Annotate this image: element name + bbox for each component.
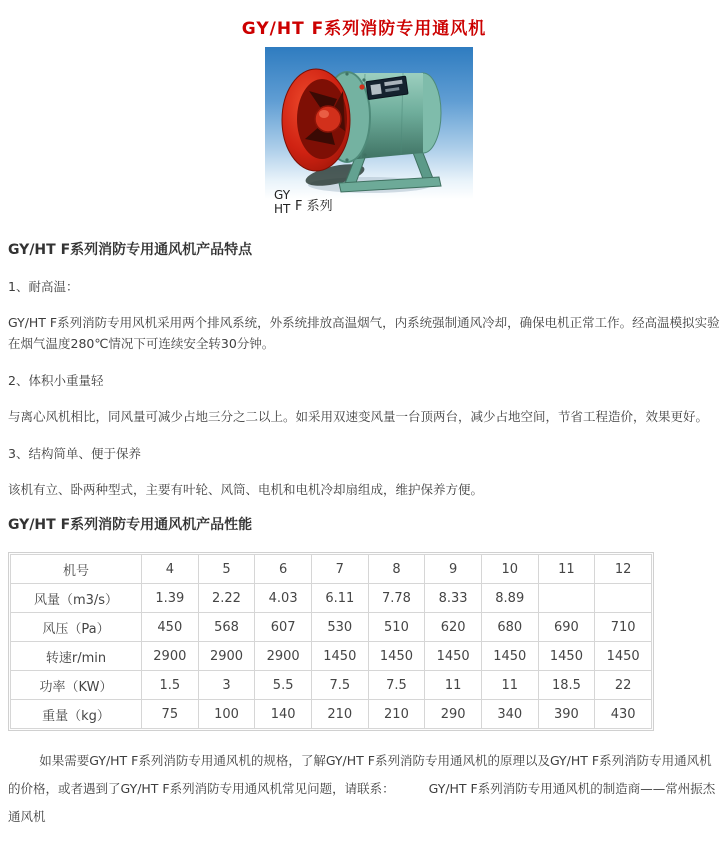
value-cell: 7.5 (311, 671, 368, 700)
footer-paragraph (8, 747, 720, 831)
value-cell: 210 (311, 700, 368, 729)
series-label-gy: GY (274, 188, 291, 202)
table-row (11, 555, 652, 584)
value-cell: 1450 (595, 642, 652, 671)
value-cell: 1.5 (142, 671, 199, 700)
product-image (265, 47, 473, 227)
value-cell: 6.11 (311, 584, 368, 613)
value-cell: 210 (368, 700, 425, 729)
value-cell: 568 (198, 613, 255, 642)
table-row (11, 584, 652, 613)
footer-contact-text: 如果需要GY/HT F系列消防专用通风机的规格，了解GY/HT F系列消防专用通风机的原理以及GY/HT F系列消防专用通风机的价格，或者遇到了GY/HT F系列消防专用通风机常见问题，请联系： (8, 753, 712, 796)
value-cell: 7 (311, 555, 368, 584)
performance-heading: GY/HT F系列消防专用通风机产品性能 (8, 517, 253, 533)
series-label-suffix: F 系列 (295, 199, 333, 214)
value-cell: 4.03 (255, 584, 312, 613)
value-cell: 5 (198, 555, 255, 584)
row-label-cell: 转速r/min (11, 642, 142, 671)
value-cell: 5.5 (255, 671, 312, 700)
value-cell (538, 584, 595, 613)
row-label-cell: 风量（m3/s） (11, 584, 142, 613)
fan-inlet-cone (282, 69, 350, 171)
value-cell: 1450 (368, 642, 425, 671)
features-heading: GY/HT F系列消防专用通风机产品特点 (8, 242, 253, 258)
value-cell: 9 (425, 555, 482, 584)
value-cell: 530 (311, 613, 368, 642)
value-cell: 1450 (425, 642, 482, 671)
table-row (11, 700, 652, 729)
value-cell: 390 (538, 700, 595, 729)
value-cell: 690 (538, 613, 595, 642)
value-cell: 3 (198, 671, 255, 700)
value-cell: 2900 (255, 642, 312, 671)
value-cell: 7.5 (368, 671, 425, 700)
value-cell: 430 (595, 700, 652, 729)
row-label-cell: 重量（kg） (11, 700, 142, 729)
series-label-ht: HT (274, 202, 291, 216)
value-cell: 1.39 (142, 584, 199, 613)
spec-table (8, 552, 654, 731)
value-cell: 710 (595, 613, 652, 642)
feature-1-subtitle: 1、耐高温： (8, 279, 79, 294)
value-cell: 12 (595, 555, 652, 584)
value-cell: 2900 (142, 642, 199, 671)
feature-1-body: GY/HT F系列消防专用风机采用两个排风系统，外系统排放高温烟气，内系统强制通风冷却，确保电机正常工作。经高温模拟实验在烟气温度280℃情况下可连续安全转30分钟。 (8, 315, 720, 351)
value-cell: 22 (595, 671, 652, 700)
value-cell: 2900 (198, 642, 255, 671)
value-cell: 1450 (311, 642, 368, 671)
value-cell: 100 (198, 700, 255, 729)
value-cell: 680 (481, 613, 538, 642)
feature-2-subtitle: 2、体积小重量轻 (8, 373, 104, 388)
value-cell: 2.22 (198, 584, 255, 613)
product-page (0, 14, 728, 831)
value-cell: 11 (425, 671, 482, 700)
value-cell: 620 (425, 613, 482, 642)
row-label-cell: 风压（Pa） (11, 613, 142, 642)
footer-manufacturer-text: GY/HT F系列消防专用通风机的制造商——常州振杰通风机 (8, 781, 716, 824)
value-cell: 75 (142, 700, 199, 729)
value-cell: 6 (255, 555, 312, 584)
value-cell: 1450 (538, 642, 595, 671)
value-cell (595, 584, 652, 613)
value-cell: 340 (481, 700, 538, 729)
table-row (11, 642, 652, 671)
row-label-cell: 机号 (11, 555, 142, 584)
value-cell: 8.89 (481, 584, 538, 613)
value-cell: 11 (481, 671, 538, 700)
value-cell: 450 (142, 613, 199, 642)
value-cell: 140 (255, 700, 312, 729)
feature-2-body: 与离心风机相比，同风量可减少占地三分之二以上。如采用双速变风量一台顶两台，减少占地空间，节省工程造价，效果更好。 (8, 409, 709, 424)
value-cell: 8.33 (425, 584, 482, 613)
value-cell: 8 (368, 555, 425, 584)
value-cell: 607 (255, 613, 312, 642)
value-cell: 10 (481, 555, 538, 584)
value-cell: 7.78 (368, 584, 425, 613)
value-cell: 18.5 (538, 671, 595, 700)
value-cell: 510 (368, 613, 425, 642)
value-cell: 4 (142, 555, 199, 584)
row-label-cell: 功率（KW） (11, 671, 142, 700)
feature-3-subtitle: 3、结构简单、便于保养 (8, 446, 141, 461)
value-cell: 1450 (481, 642, 538, 671)
feature-3-body: 该机有立、卧两种型式，主要有叶轮、风筒、电机和电机冷却扇组成，维护保养方便。 (8, 482, 484, 497)
fan-photo-illustration (265, 47, 473, 227)
value-cell: 290 (425, 700, 482, 729)
page-title: GY/HT F系列消防专用通风机 (241, 19, 487, 39)
value-cell: 11 (538, 555, 595, 584)
table-row (11, 613, 652, 642)
table-row (11, 671, 652, 700)
